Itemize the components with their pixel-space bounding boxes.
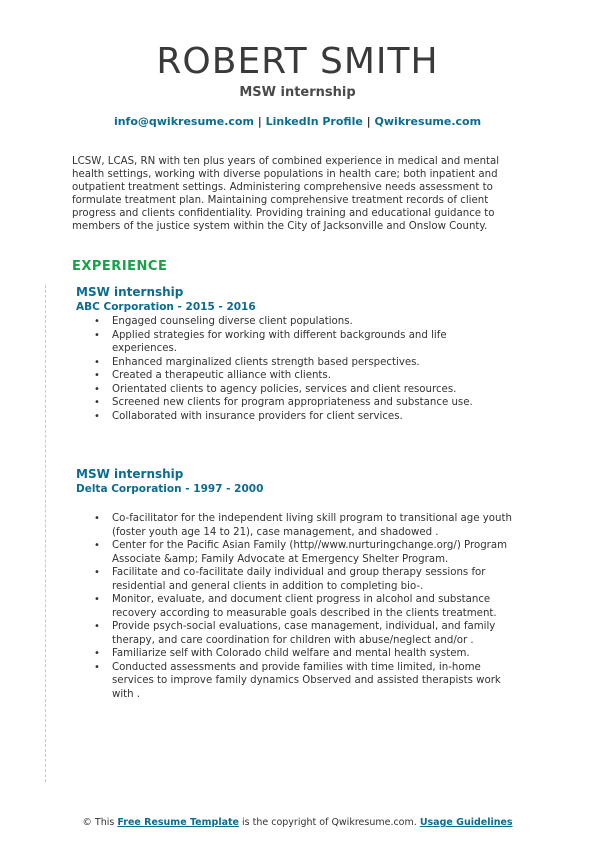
bullet-icon: • bbox=[94, 594, 100, 605]
summary-paragraph: LCSW, LCAS, RN with ten plus years of combined experience in medical and mental health settings, working with diverse populations in health care; both inpatient and outpatient treatment settings. Administering comprehensive needs assessment to formulate treatment plan. Maintaining comprehensive treatment records of client progress and clients confidentiality. Providing training and educational guidance to members of the justice system within the City of Jacksonville and Onslow County. bbox=[72, 156, 500, 232]
job-bullets bbox=[76, 315, 516, 423]
bullet-icon: • bbox=[94, 356, 100, 368]
list-item: • Created a therapeutic alliance with clients. bbox=[94, 370, 331, 381]
list-item: • Screened new clients for program appropriateness and substance use. bbox=[94, 397, 473, 408]
job-title: MSW internship bbox=[76, 285, 184, 299]
resume-name: ROBERT SMITH bbox=[156, 41, 439, 82]
list-item: • Orientated clients to agency policies, services and client resources. bbox=[94, 383, 457, 395]
job-bullets bbox=[76, 512, 516, 701]
timeline-divider bbox=[45, 285, 46, 782]
contact-line bbox=[0, 115, 595, 128]
job-company-dates: Delta Corporation - 1997 - 2000 bbox=[76, 483, 264, 495]
bullet-icon: • bbox=[94, 648, 100, 659]
footer-middle: is the copyright of Qwikresume.com. bbox=[242, 817, 417, 828]
list-item: • Monitor, evaluate, and document client progress in alcohol and substance recovery according to measurable goals described in the clients treatment. bbox=[94, 594, 497, 619]
bullet-icon: • bbox=[94, 621, 100, 632]
list-item: • Collaborated with insurance providers for client services. bbox=[94, 410, 403, 422]
list-item: • Conducted assessments and provide families with time limited, in-home services to improve family dynamics Observed and assisted therapists work with . bbox=[94, 661, 501, 700]
list-item: • Center for the Pacific Asian Family (http//www.nurturingchange.org/) Program Associate &amp; Family Advocate at Emergency Shelter Program. bbox=[94, 540, 508, 565]
bullet-icon: • bbox=[94, 370, 100, 381]
list-item: • Co-facilitator for the independent living skill program to transitional age youth (foster youth age 14 to 21), case management, and shadowed . bbox=[94, 513, 512, 538]
free-resume-template-link[interactable]: Free Resume Template bbox=[117, 817, 239, 828]
bullet-icon: • bbox=[94, 329, 100, 341]
separator: | bbox=[257, 115, 262, 128]
email-link[interactable]: info@qwikresume.com bbox=[113, 115, 254, 128]
job-entry bbox=[76, 285, 516, 423]
bullet-icon: • bbox=[94, 513, 100, 524]
bullet-icon: • bbox=[94, 316, 100, 327]
list-item: • Enhanced marginalized clients strength based perspectives. bbox=[94, 356, 420, 368]
website-link[interactable]: Qwikresume.com bbox=[374, 115, 482, 128]
job-company-dates: ABC Corporation - 2015 - 2016 bbox=[76, 301, 256, 313]
footer-copyright bbox=[0, 817, 595, 828]
usage-guidelines-link[interactable]: Usage Guidelines bbox=[419, 817, 513, 828]
resume-subtitle: MSW internship bbox=[239, 85, 356, 100]
bullet-icon: • bbox=[94, 410, 100, 422]
list-item: • Facilitate and co-facilitate daily individual and group therapy sessions for residential and general clients in addition to completing bio-. bbox=[94, 567, 486, 592]
linkedin-link[interactable]: LinkedIn Profile bbox=[265, 115, 363, 128]
separator: | bbox=[366, 115, 371, 128]
list-item: • Applied strategies for working with different backgrounds and life experiences. bbox=[94, 329, 447, 354]
experience-heading: EXPERIENCE bbox=[72, 259, 168, 274]
bullet-icon: • bbox=[94, 540, 100, 551]
list-item: • Familiarize self with Colorado child welfare and mental health system. bbox=[94, 648, 470, 659]
job-entry bbox=[76, 467, 516, 701]
job-title: MSW internship bbox=[76, 467, 184, 481]
list-item: • Engaged counseling diverse client populations. bbox=[94, 316, 353, 327]
bullet-icon: • bbox=[94, 383, 100, 395]
list-item: • Provide psych-social evaluations, case management, individual, and family therapy, and care coordination for children with abuse/neglect and/or . bbox=[94, 621, 496, 646]
bullet-icon: • bbox=[94, 661, 100, 673]
bullet-icon: • bbox=[94, 567, 100, 578]
bullet-icon: • bbox=[94, 397, 100, 408]
footer-prefix: © This bbox=[82, 817, 115, 828]
